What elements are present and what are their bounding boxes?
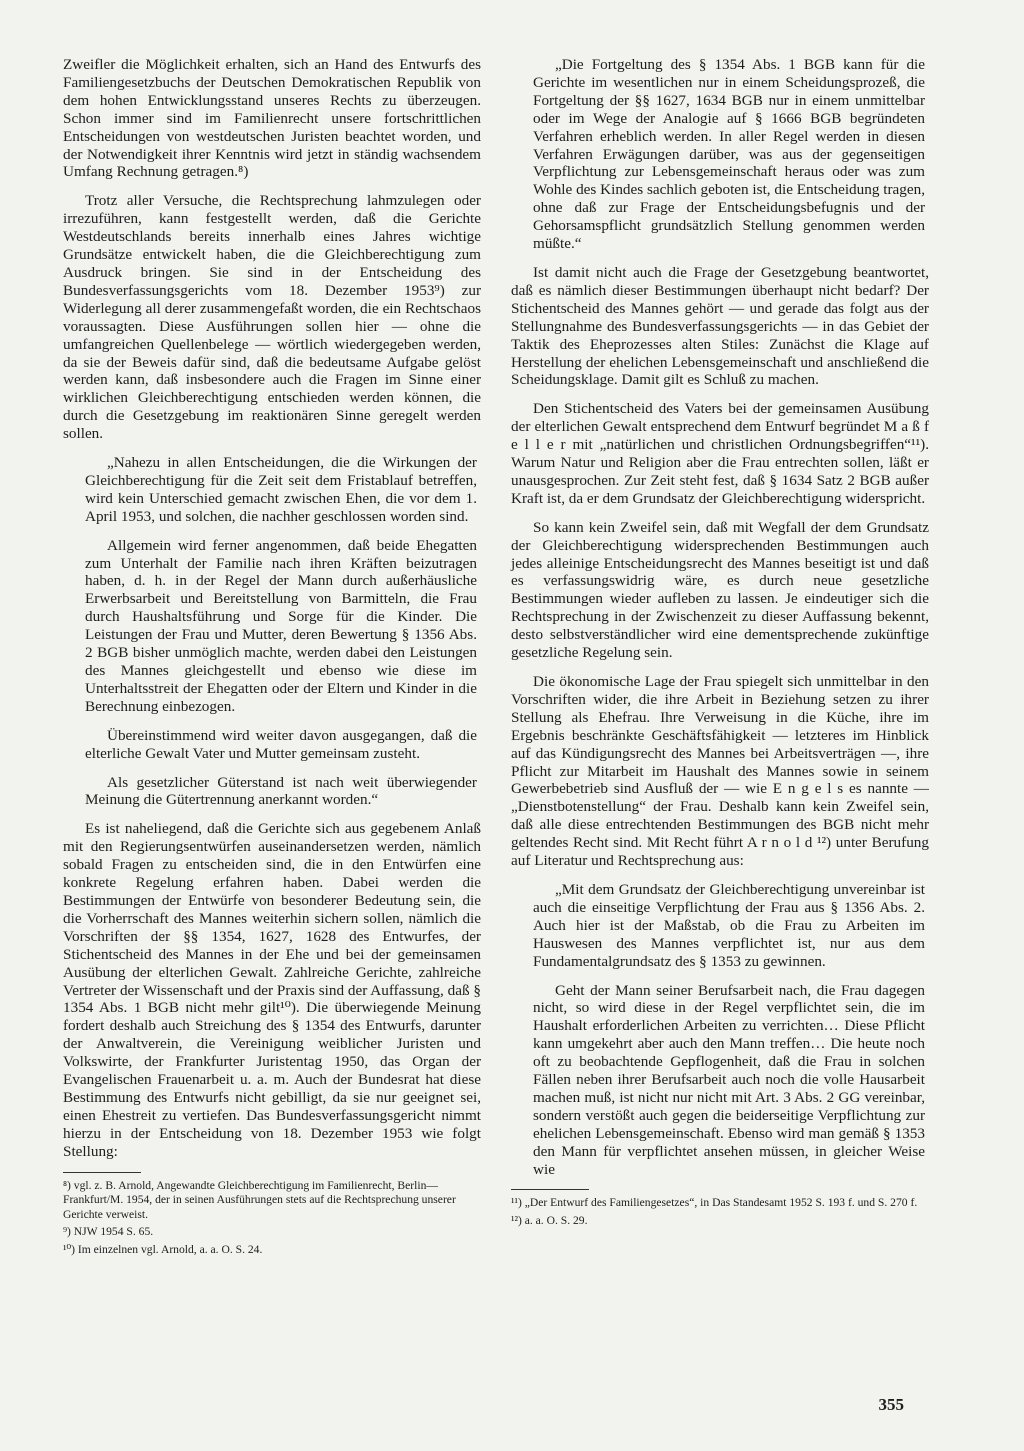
footnote: ¹²) a. a. O. S. 29.: [511, 1214, 588, 1228]
footnote: ⁹) NJW 1954 S. 65.: [63, 1225, 154, 1239]
footnote: ¹¹) „Der Entwurf des Familiengesetzes“, in Das Standesamt 1952 S. 193 f. und S. 270 f.: [511, 1196, 918, 1210]
quote-paragraph: Übereinstimmend wird weiter davon ausgegangen, daß die elterliche Gewalt Vater und Mutter gemeinsam zusteht.: [85, 726, 477, 762]
paragraph: Es ist naheliegend, daß die Gerichte sich aus gegebenem Anlaß mit den Regierungsentwürfen auseinandersetzen werden, nämlich sobald Fragen zu entscheiden sind, die in den Entwürfen eine konkrete Regelung erfahren haben. Dabei werden die Bestimmungen der Entwürfe von besonderer Bedeutung sein, die die Vorherrschaft des Mannes weiterhin sichern sollen, nämlich die Vorschriften der §§ 1354, 1627, 1628 des Entwurfes, der Stichentscheid des Mannes in der Ehe und bei der gemeinsamen Ausübung der elterlichen Gewalt. Zahlreiche Gerichte, zahlreiche Vertreter der Wissenschaft und der Praxis sind der Auffassung, daß § 1354 Abs. 1 BGB nicht mehr gilt¹⁰). Die überwiegende Meinung fordert deshalb auch Streichung des § 1354 des Entwurfs, darunter der Anwaltverein, die Vereinigung weiblicher Juristen und Volkswirte, der Frankfurter Juristentag 1950, das Organ der Evangelischen Frauenarbeit u. a. m. Auch der Bundesrat hat diese Bestimmung des Entwurfs nicht gebilligt, da sie nur geeignet sei, einen Ehestreit zu vertiefen. Das Bundesverfassungsgericht nimmt hierzu in der Entscheidung von 18. Dezember 1953 wie folgt Stellung:: [63, 820, 481, 1160]
quote-paragraph: Geht der Mann seiner Berufsarbeit nach, die Frau dagegen nicht, so wird diese in der Regel verpflichtet sein, die im Haushalt erforderlichen Arbeiten zu verrichten… Diese Pflicht kann umgekehrt aber auch den Mann treffen… Die heute noch oft zu beobachtende Gepflogenheit, daß die Frau in solchen Fällen neben ihrer Berufsarbeit auch noch die volle Hausarbeit machen muß, ist nicht nur nicht mit Art. 3 Abs. 2 GG vereinbar, sondern verstößt auch gegen die beiderseitige Verpflichtung zur ehelichen Lebensgemeinschaft. Ebenso wird man gemäß § 1353 den Mann für verpflichtet ansehen müssen, in gleicher Weise wie: [533, 981, 925, 1178]
paragraph: Die ökonomische Lage der Frau spiegelt sich unmittelbar in den Vorschriften wider, die ihre Arbeit in Beziehung setzen zu ihrer Stellung als Ehefrau. Ihre Verweisung in die Küche, ihre im Ergebnis beschränkte Geschäftsfähigkeit — letzteres im Hinblick auf das Kündigungsrecht des Mannes bei Arbeitsverträgen —, ihre Pflicht zur Mitarbeit im Haushalt des Mannes sowie in seinem Gewerbebetrieb sind Ausfluß der — wie E n g e l s es nannte — „Dienstbotenstellung“ der Frau. Deshalb kann kein Zweifel sein, daß alle diese entrechtenden Bestimmungen des BGB nicht mehr geltendes Recht sind. Mit Recht führt A r n o l d ¹²) unter Berufung auf Literatur und Rechtsprechung aus:: [511, 673, 929, 870]
quote-paragraph: „Mit dem Grundsatz der Gleichberechtigung unvereinbar ist auch die einseitige Verpflichtung der Frau aus § 1356 Abs. 2. Auch hier ist der Maßstab, ob die Frau zu Arbeiten im Hauswesen des Mannes verpflichtet ist, nur aus dem Fundamentalgrundsatz des § 1353 zu gewinnen.: [533, 880, 925, 970]
paragraph: Zweifler die Möglichkeit erhalten, sich an Hand des Entwurfs des Familiengesetzbuchs der Deutschen Demokratischen Republik von dem hohen Entwicklungsstand unseres Rechts zu überzeugen. Schon immer sind im Familienrecht unsere fortschrittlichen Entscheidungen von westdeutschen Juristen beachtet worden, und der Notwendigkeit ihrer Kenntnis wird jetzt in ständig wachsendem Umfang Rechnung getragen.⁸): [63, 56, 481, 181]
paragraph: Trotz aller Versuche, die Rechtsprechung lahmzulegen oder irrezuführen, kann festgestellt werden, daß die Gerichte Westdeutschlands bereits innerhalb eines Jahres wichtige Grundsätze entwickelt haben, die die Gleichberechtigung zum Ausdruck bringen. Sie sind in der Entscheidung des Bundesverfassungsgerichts vom 18. Dezember 1953⁹) zur Widerlegung all derer zusammengefaßt worden, die ein Rechtschaos voraussagten. Diese Ausführungen sollen hier — ohne die umfangreichen Quellenbelege — wörtlich wiedergegeben werden, da sie der Beweis dafür sind, daß die bedeutsame Aufgabe gelöst werden kann, daß insbesondere auch die Fragen im Sinne einer wirklichen Gleichberechtigung entschieden werden können, die durch die Gesetzgebung im reaktionären Sinne geregelt werden sollen.: [63, 192, 481, 443]
right-column: [511, 56, 929, 1232]
footnote-divider: [63, 1172, 141, 1173]
quote-paragraph: Allgemein wird ferner angenommen, daß beide Ehegatten zum Unterhalt der Familie nach ihren Kräften beizutragen haben, d. h. in der Regel der Mann durch außerhäusliche Erwerbsarbeit und Bereitstellung von Barmitteln, die Frau durch Haushaltsführung und Sorge für die Kinder. Die Leistungen der Frau und Mutter, deren Bewertung § 1356 Abs. 2 BGB bisher unmöglich machte, werden dabei den Leistungen des Mannes gleichgestellt und ebenso wie diese im Unterhaltsstreit der Ehegatten oder der Eltern und Kinder in die Berechnung einbezogen.: [85, 536, 477, 715]
page-number: 355: [878, 1395, 904, 1414]
paragraph: So kann kein Zweifel sein, daß mit Wegfall der dem Grundsatz der Gleichberechtigung widersprechenden Bestimmungen auch jedes alleinige Entscheidungsrecht des Mannes beseitigt ist und daß es verfassungswidrig wäre, es durch neue gesetzliche Bestimmungen wieder aufleben zu lassen. Je eindeutiger sich die Rechtsprechung in der Zwischenzeit zu dieser Auffassung bekennt, desto selbstverständlicher wird eine dementsprechende zukünftige gesetzliche Regelung sein.: [511, 518, 929, 662]
paragraph: Den Stichentscheid des Vaters bei der gemeinsamen Ausübung der elterlichen Gewalt entsprechend dem Entwurf begründet M a ß f e l l e r mit „natürlichen und christlichen Ordnungsbegriffen“¹¹). Warum Natur und Religion aber die Frau entrechten sollen, läßt er unausgesprochen. Zur Zeit steht fest, daß § 1634 Satz 2 BGB außer Kraft ist, da er dem Grundsatz der Gleichberechtigung widerspricht.: [511, 400, 929, 507]
quote-paragraph: „Die Fortgeltung des § 1354 Abs. 1 BGB kann für die Gerichte im wesentlichen nur in einem Scheidungsprozeß, die Fortgeltung der §§ 1627, 1634 BGB nur in einem unmittelbar oder im Wege der Analogie auf § 1666 BGB begründeten Verfahren erheblich werden. In aller Regel werden in diesen Verfahren Erwägungen darüber, was aus der gegenseitigen Verpflichtung zur Lebensgemeinschaft heraus oder was zum Wohle des Kindes sachlich geboten ist, die Entscheidung tragen, ohne daß zur Frage der Entscheidungsbefugnis und der Gehorsamspflicht grundsätzlich Stellung genommen werden müßte.“: [533, 56, 925, 253]
footnote: ⁸) vgl. z. B. Arnold, Angewandte Gleichberechtigung im Familienrecht, Berlin—Frankfurt/M. 1954, der in seinen Ausführungen stets auf die Rechtsprechung unserer Gerichte verweist.: [63, 1178, 456, 1221]
paragraph: Ist damit nicht auch die Frage der Gesetzgebung beantwortet, daß es nämlich dieser Bestimmungen überhaupt nicht bedarf? Der Stichentscheid des Mannes gehört — und gerade das folgt aus der Stellungnahme des Bundesverfassungsgerichts — in das Gebiet der Taktik des Eheprozesses alten Stiles: Zunächst die Klage auf Herstellung der ehelichen Lebensgemeinschaft und anschließend die Scheidungsklage. Damit gilt es Schluß zu machen.: [511, 263, 929, 389]
quote-paragraph: „Nahezu in allen Entscheidungen, die die Wirkungen der Gleichberechtigung für die Zeit seit dem Fristablauf betreffen, wird kein Unterschied gemacht zwischen Ehen, die vor dem 1. April 1953, und solchen, die nachher geschlossen worden sind.: [85, 454, 477, 525]
quote-paragraph: Als gesetzlicher Güterstand ist nach weit überwiegender Meinung die Gütertrennung anerkannt worden.“: [85, 773, 477, 809]
left-column: [63, 56, 481, 1261]
footnote: ¹⁰) Im einzelnen vgl. Arnold, a. a. O. S. 24.: [63, 1242, 263, 1256]
footnote-divider: [511, 1189, 589, 1190]
